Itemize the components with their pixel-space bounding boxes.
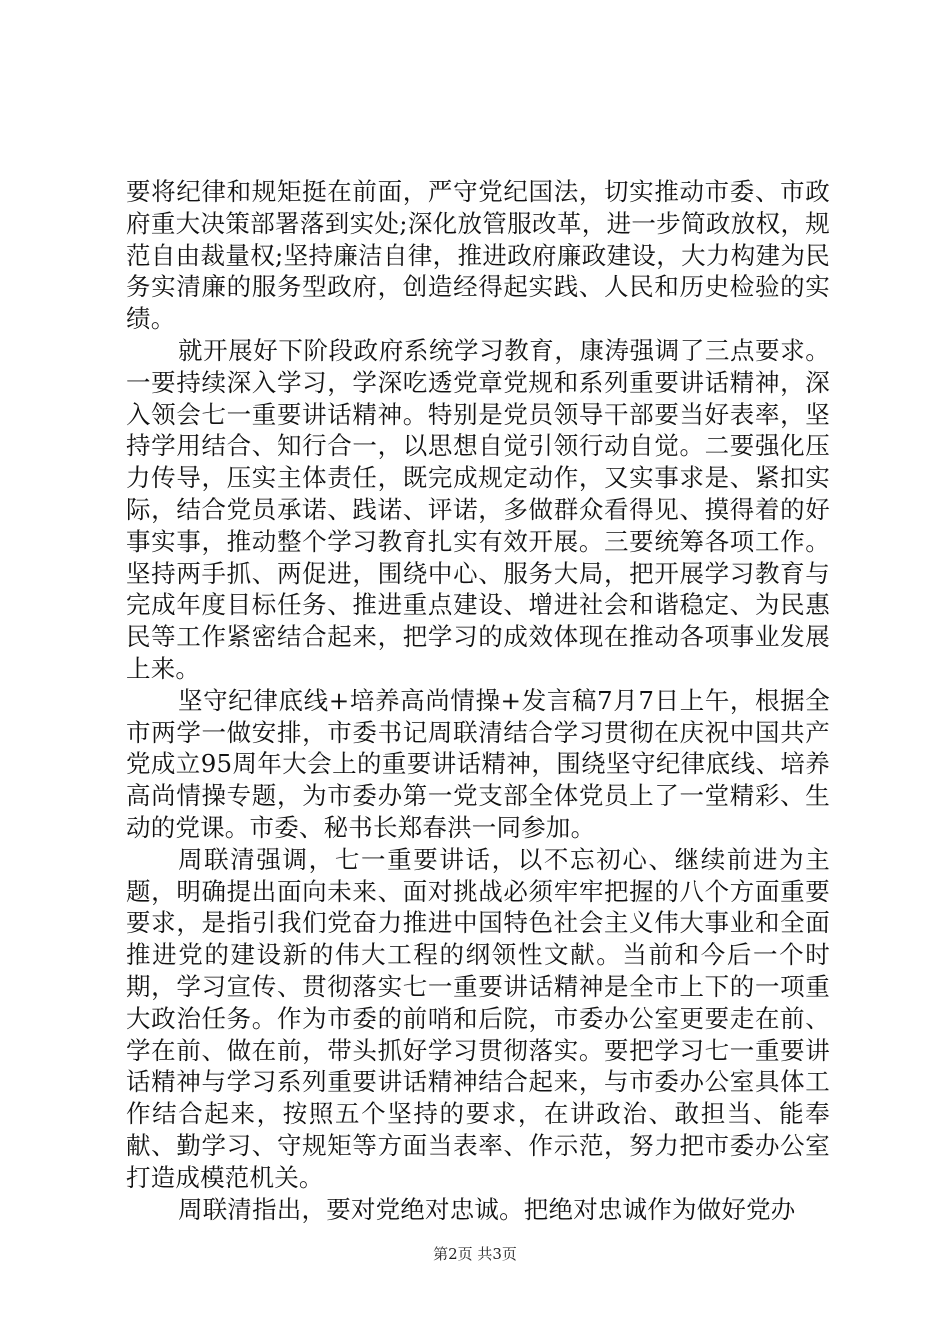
paragraph-1: 要将纪律和规矩挺在前面，严守党纪国法，切实推动市委、市政府重大决策部署落到实处;深化放管服改革，进一步简政放权，规范自由裁量权;坚持廉洁自律，推进政府廉政建设，大力构建为民务实清廉的服务型政府，创造经得起实践、人民和历史检验的实绩。 xyxy=(126,177,830,334)
paragraph-4: 周联清强调，七一重要讲话，以不忘初心、继续前进为主题，明确提出面向未来、面对挑战必须牢牢把握的八个方面重要要求，是指引我们党奋力推进中国特色社会主义伟大事业和全面推进党的建设新的伟大工程的纲领性文献。当前和今后一个时期，学习宣传、贯彻落实七一重要讲话精神是全市上下的一项重大政治任务。作为市委的前哨和后院，市委办公室更要走在前、学在前、做在前，带头抓好学习贯彻落实。要把学习七一重要讲话精神与学习系列重要讲话精神结合起来，与市委办公室具体工作结合起来，按照五个坚持的要求，在讲政治、敢担当、能奉献、勤学习、守规矩等方面当表率、作示范，努力把市委办公室打造成模范机关。 xyxy=(126,844,830,1192)
page-footer: 第2页 共3页 xyxy=(433,1245,517,1263)
document-body xyxy=(126,176,830,1225)
paragraph-3: 坚守纪律底线+培养高尚情操+发言稿7月7日上午，根据全市两学一做安排，市委书记周联清结合学习贯彻在庆祝中国共产党成立95周年大会上的重要讲话精神，围绕坚守纪律底线、培养高尚情操专题，为市委办第一党支部全体党员上了一堂精彩、生动的党课。市委、秘书长郑春洪一同参加。 xyxy=(126,685,830,842)
paragraph-2: 就开展好下阶段政府系统学习教育，康涛强调了三点要求。一要持续深入学习，学深吃透党章党规和系列重要讲话精神，深入领会七一重要讲话精神。特别是党员领导干部要当好表率，坚持学用结合、知行合一，以思想自觉引领行动自觉。二要强化压力传导，压实主体责任，既完成规定动作，又实事求是、紧扣实际，结合党员承诺、践诺、评诺，多做群众看得见、摸得着的好事实事，推动整个学习教育扎实有效开展。三要统筹各项工作。坚持两手抓、两促进，围绕中心、服务大局，把开展学习教育与完成年度目标任务、推进重点建设、增进社会和谐稳定、为民惠民等工作紧密结合起来，把学习的成效体现在推动各项事业发展上来。 xyxy=(126,335,830,683)
paragraph-5: 周联清指出，要对党绝对忠诚。把绝对忠诚作为做好党办 xyxy=(178,1194,796,1224)
